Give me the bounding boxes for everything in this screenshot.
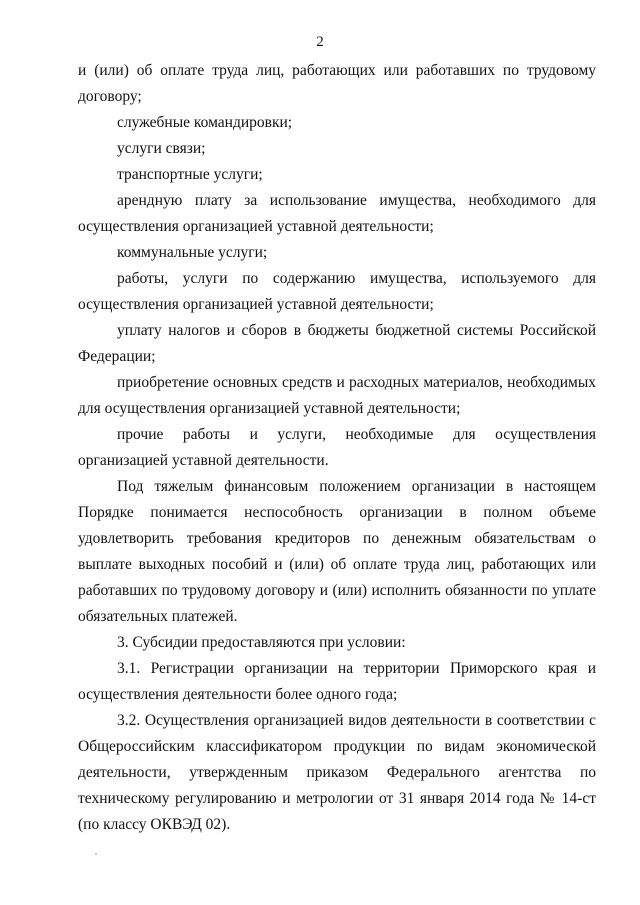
page-number: 2 — [316, 34, 324, 50]
list-item-utilities: коммунальные услуги; — [117, 244, 268, 261]
document-body — [78, 58, 596, 838]
list-item-communication: услуги связи; — [117, 140, 206, 157]
list-item-fixed-assets: приобретение основных средств и расходных материалов, необходимых для осуществления организацией уставной деятельности; — [78, 374, 596, 417]
list-item-business-trips: служебные командировки; — [117, 114, 293, 131]
scan-artifact — [95, 853, 97, 855]
list-item-maintenance: работы, услуги по содержанию имущества, используемого для осуществления организацией уставной деятельности; — [78, 270, 596, 313]
list-item-taxes: уплату налогов и сборов в бюджеты бюджетной системы Российской Федерации; — [78, 322, 596, 365]
paragraph-continuation: и (или) об оплате труда лиц, работающих или работавших по трудовому договору; — [78, 62, 596, 105]
list-item-rent: арендную плату за использование имущества, необходимого для осуществления организацией уставной деятельности; — [78, 192, 596, 235]
list-item-transport: транспортные услуги; — [117, 166, 263, 183]
paragraph-financial-position: Под тяжелым финансовым положением организации в настоящем Порядке понимается неспособность организации в полном объеме удовлетворить требования кредиторов по денежным обязательствам о выплате выходных пособий и (или) об оплате труда лиц, работающих или работавших по трудовому договору и (или) исполнить обязанности по уплате обязательных платежей. — [78, 478, 596, 625]
section-3-heading: 3. Субсидии предоставляются при условии: — [117, 634, 406, 651]
clause-3-2: 3.2. Осуществления организацией видов деятельности в соответствии с Общероссийским классификатором продукции по видам экономической деятельности, утвержденным приказом Федерального агентства по техническому регулированию и метрологии от 31 января 2014 года № 14-ст (по классу ОКВЭД 02). — [78, 712, 596, 833]
list-item-other-services: прочие работы и услуги, необходимые для осуществления организацией уставной деятельности. — [78, 426, 596, 469]
clause-3-1: 3.1. Регистрации организации на территории Приморского края и осуществления деятельности более одного года; — [78, 660, 596, 703]
